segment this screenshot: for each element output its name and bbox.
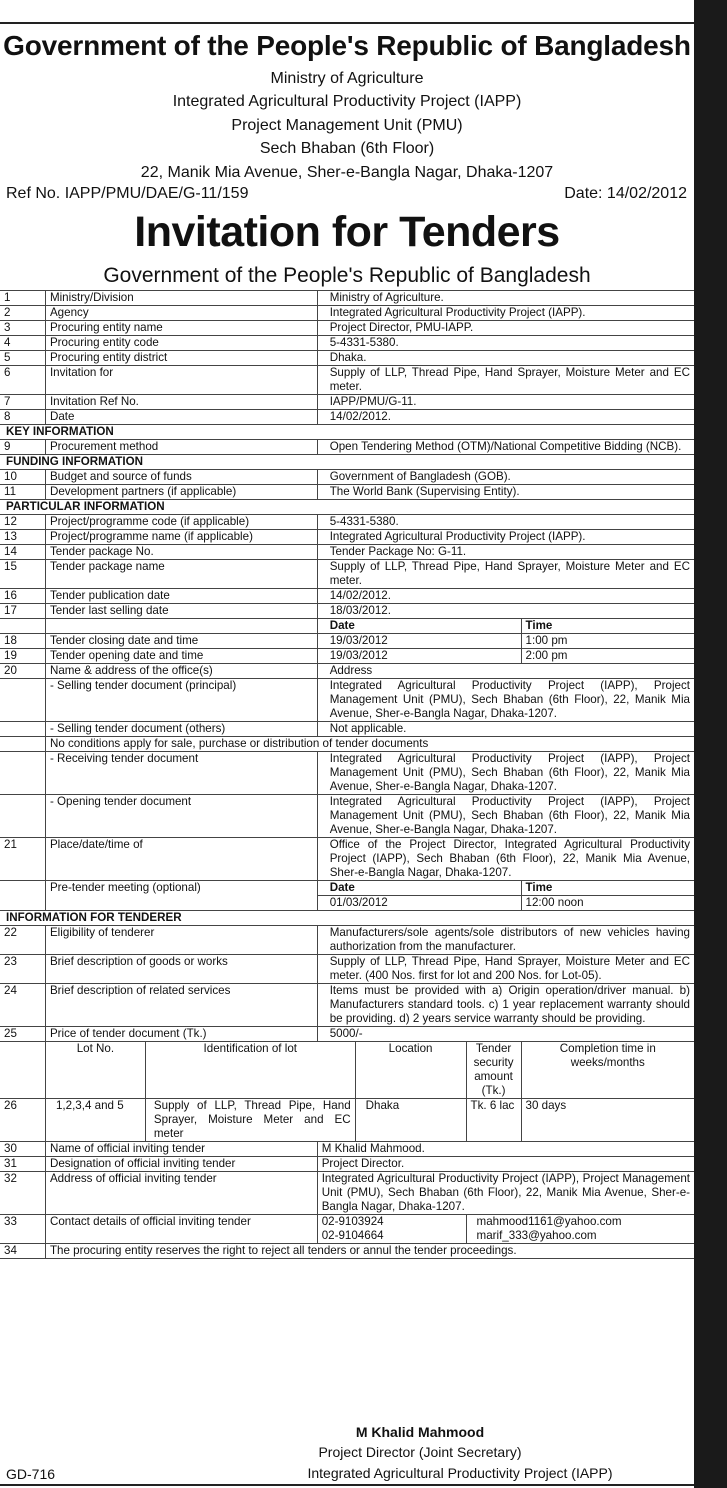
row-number: 25	[0, 1027, 45, 1042]
location-header: Location	[355, 1042, 466, 1099]
row-label: Eligibility of tenderer	[45, 926, 317, 955]
row-value: Integrated Agricultural Productivity Project (IAPP).	[317, 530, 694, 545]
row-value: The World Bank (Supervising Entity).	[317, 485, 694, 500]
row-value: Manufacturers/sole agents/sole distributors of new vehicles having authorization from the manufacturer.	[317, 926, 694, 955]
time-column-header: Time	[521, 881, 694, 896]
table-row	[0, 1142, 694, 1157]
table-row	[0, 679, 694, 722]
row-number: 34	[0, 1244, 45, 1259]
row-label: Procurement method	[45, 440, 317, 455]
table-row	[0, 336, 694, 351]
row-number: 7	[0, 395, 45, 410]
section-heading	[0, 500, 694, 515]
row-number: 15	[0, 560, 45, 589]
row-value: Integrated Agricultural Productivity Project (IAPP), Project Management Unit (PMU), Sech Bhaban (6th Floor), 22, Manik Mia Avenue, Sher-e-Bangla Nagar, Dhaka-1207.	[317, 1172, 694, 1215]
table-row	[0, 515, 694, 530]
table-row	[0, 881, 694, 896]
row-number: 24	[0, 984, 45, 1027]
row-number: 20	[0, 664, 45, 679]
row-number: 17	[0, 604, 45, 619]
row-value: Address	[317, 664, 694, 679]
row-value: Government of Bangladesh (GOB).	[317, 470, 694, 485]
row-label: Name of official inviting tender	[45, 1142, 317, 1157]
lot-number-header: Lot No.	[45, 1042, 145, 1099]
row-number: 11	[0, 485, 45, 500]
table-row	[0, 1157, 694, 1172]
row-label: Contact details of official inviting tender	[45, 1215, 317, 1244]
row-number: 1	[0, 291, 45, 306]
row-number: 23	[0, 955, 45, 984]
row-label: Ministry/Division	[45, 291, 317, 306]
address-line: 22, Manik Mia Avenue, Sher-e-Bangla Nagar, Dhaka-1207	[140, 164, 554, 181]
row-number: 12	[0, 515, 45, 530]
email-address: mahmood1161@yahoo.com	[476, 1215, 622, 1228]
table-row	[0, 926, 694, 955]
table-row	[0, 351, 694, 366]
tender-table	[0, 290, 694, 1259]
row-value: Open Tendering Method (OTM)/National Competitive Bidding (NCB).	[317, 440, 694, 455]
government-heading: Government of the People's Republic of Bangladesh	[3, 30, 691, 61]
table-row	[0, 589, 694, 604]
table-row	[0, 737, 694, 752]
table-row	[0, 545, 694, 560]
lot-completion-time: 30 days	[521, 1099, 694, 1142]
lot-security-amount: Tk. 6 lac	[466, 1099, 521, 1142]
row-label: Tender last selling date	[45, 604, 317, 619]
row-label: Tender package name	[45, 560, 317, 589]
government-subheading: Government of the People's Republic of Bangladesh	[103, 264, 591, 287]
row-number: 33	[0, 1215, 45, 1244]
security-header: Tender security amount (Tk.)	[466, 1042, 521, 1099]
row-label: Date	[45, 410, 317, 425]
opening-date: 19/03/2012	[317, 649, 521, 664]
row-value: Tender Package No: G-11.	[317, 545, 694, 560]
section-heading	[0, 455, 694, 470]
row-number: 8	[0, 410, 45, 425]
row-number: 9	[0, 440, 45, 455]
bottom-rule	[0, 1484, 694, 1486]
row-label: Brief description of related services	[45, 984, 317, 1027]
row-label: - Selling tender document (principal)	[45, 679, 317, 722]
page-title: Invitation for Tenders	[134, 208, 560, 256]
row-label: Invitation for	[45, 366, 317, 395]
table-row	[0, 1027, 694, 1042]
row-value: Supply of LLP, Thread Pipe, Hand Sprayer, Moisture Meter and EC meter. (400 Nos. first for lot and 200 Nos. for Lot-05).	[317, 955, 694, 984]
phone-number: 02-9104664	[321, 1229, 384, 1242]
row-number: 21	[0, 838, 45, 881]
row-value: Items must be provided with a) Origin operation/driver manual. b) Manufacturers standard tools. c) 1 year replacement warranty should be providing. d) 2 years service warranty should be providing.	[317, 984, 694, 1027]
table-row	[0, 722, 694, 737]
table-row	[0, 649, 694, 664]
notice-date: Date: 14/02/2012	[564, 185, 687, 202]
table-row	[0, 838, 694, 881]
date-column-header: Date	[317, 619, 521, 634]
row-value: 5-4331-5380.	[317, 515, 694, 530]
unit-line: Project Management Unit (PMU)	[231, 117, 463, 134]
table-row	[0, 1244, 694, 1259]
closing-time: 1:00 pm	[521, 634, 694, 649]
row-value: M Khalid Mahmood.	[317, 1142, 694, 1157]
lot-location: Dhaka	[355, 1099, 466, 1142]
row-label: Development partners (if applicable)	[45, 485, 317, 500]
row-value: Integrated Agricultural Productivity Project (IAPP), Project Management Unit (PMU), Sech Bhaban (6th Floor), 22, Manik Mia Avenue, Sher-e-Bangla Nagar, Dhaka-1207.	[317, 679, 694, 722]
row-label: Budget and source of funds	[45, 470, 317, 485]
row-value: IAPP/PMU/G-11.	[317, 395, 694, 410]
row-label: - Selling tender document (others)	[45, 722, 317, 737]
signatory-designation: Project Director (Joint Secretary)	[318, 1444, 522, 1460]
lot-row	[0, 1099, 694, 1142]
row-value: Not applicable.	[317, 722, 694, 737]
footer-code: GD-716	[6, 1466, 56, 1482]
table-row	[0, 604, 694, 619]
section-key-information: KEY INFORMATION	[0, 425, 694, 440]
row-label: Pre-tender meeting (optional)	[45, 881, 317, 911]
row-label: Place/date/time of	[45, 838, 317, 881]
email-address: marif_333@yahoo.com	[476, 1229, 597, 1242]
phone-number: 02-9103924	[321, 1215, 384, 1228]
section-heading	[0, 425, 694, 440]
table-row	[0, 1215, 694, 1244]
table-row	[0, 470, 694, 485]
row-number: 14	[0, 545, 45, 560]
row-label: Invitation Ref No.	[45, 395, 317, 410]
row-value: 14/02/2012.	[317, 589, 694, 604]
row-label: Tender closing date and time	[45, 634, 317, 649]
row-label: Tender opening date and time	[45, 649, 317, 664]
row-label: Agency	[45, 306, 317, 321]
row-value: The procuring entity reserves the right to reject all tenders or annul the tender proceedings.	[45, 1244, 694, 1259]
row-value: 18/03/2012.	[317, 604, 694, 619]
row-label: Project/programme name (if applicable)	[45, 530, 317, 545]
table-row	[0, 410, 694, 425]
section-heading	[0, 911, 694, 926]
page-edge-bar	[694, 0, 727, 1488]
row-value: Project Director.	[317, 1157, 694, 1172]
row-number: 13	[0, 530, 45, 545]
table-row	[0, 560, 694, 589]
row-label: - Receiving tender document	[45, 752, 317, 795]
top-rule	[0, 22, 694, 24]
row-label: Tender package No.	[45, 545, 317, 560]
section-particular-information: PARTICULAR INFORMATION	[0, 500, 694, 515]
row-value: Office of the Project Director, Integrated Agricultural Productivity Project (IAPP), Sech Bhaban (6th Floor), 22, Manik Mia Avenue, Sher-e-Bangla Nagar, Dhaka-1207.	[317, 838, 694, 881]
row-value: Integrated Agricultural Productivity Project (IAPP), Project Management Unit (PMU), Sech Bhaban (6th Floor), 22, Manik Mia Avenue, Sher-e-Bangla Nagar, Dhaka-1207.	[317, 752, 694, 795]
ministry-line: Ministry of Agriculture	[270, 70, 424, 87]
row-label: Project/programme code (if applicable)	[45, 515, 317, 530]
lot-header-row	[0, 1042, 694, 1099]
meeting-time: 12:00 noon	[521, 896, 694, 911]
row-number: 19	[0, 649, 45, 664]
building-line: Sech Bhaban (6th Floor)	[259, 140, 435, 157]
row-value: Project Director, PMU-IAPP.	[317, 321, 694, 336]
reference-number: Ref No. IAPP/PMU/DAE/G-11/159	[6, 185, 249, 202]
row-number: 26	[0, 1099, 45, 1142]
date-time-header	[0, 619, 694, 634]
lot-identification-header: Identification of lot	[145, 1042, 355, 1099]
time-column-header: Time	[521, 619, 694, 634]
lot-number: 1,2,3,4 and 5	[45, 1099, 145, 1142]
meeting-date: 01/03/2012	[317, 896, 521, 911]
row-number: 5	[0, 351, 45, 366]
table-row	[0, 440, 694, 455]
table-row	[0, 634, 694, 649]
row-value: Supply of LLP, Thread Pipe, Hand Sprayer, Moisture Meter and EC meter.	[317, 366, 694, 395]
row-label: Designation of official inviting tender	[45, 1157, 317, 1172]
project-line: Integrated Agricultural Productivity Project (IAPP)	[172, 93, 522, 110]
row-number: 10	[0, 470, 45, 485]
table-row	[0, 530, 694, 545]
table-row	[0, 795, 694, 838]
row-value: Integrated Agricultural Productivity Project (IAPP).	[317, 306, 694, 321]
row-note: No conditions apply for sale, purchase or distribution of tender documents	[45, 737, 694, 752]
row-value: Supply of LLP, Thread Pipe, Hand Sprayer, Moisture Meter and EC meter.	[317, 560, 694, 589]
row-value: Dhaka.	[317, 351, 694, 366]
table-row	[0, 395, 694, 410]
row-label: Price of tender document (Tk.)	[45, 1027, 317, 1042]
row-value: 5-4331-5380.	[317, 336, 694, 351]
row-number: 4	[0, 336, 45, 351]
date-column-header: Date	[317, 881, 521, 896]
row-label: Procuring entity district	[45, 351, 317, 366]
table-row	[0, 664, 694, 679]
table-row	[0, 1172, 694, 1215]
signatory-project: Integrated Agricultural Productivity Project (IAPP)	[307, 1465, 613, 1481]
signatory-name: M Khalid Mahmood	[355, 1424, 485, 1440]
table-row	[0, 291, 694, 306]
table-row	[0, 955, 694, 984]
row-number: 31	[0, 1157, 45, 1172]
row-number: 3	[0, 321, 45, 336]
table-row	[0, 306, 694, 321]
row-number: 32	[0, 1172, 45, 1215]
row-value: Ministry of Agriculture.	[317, 291, 694, 306]
row-label: - Opening tender document	[45, 795, 317, 838]
section-funding-information: FUNDING INFORMATION	[0, 455, 694, 470]
table-row	[0, 321, 694, 336]
table-row	[0, 485, 694, 500]
row-value: 14/02/2012.	[317, 410, 694, 425]
table-row	[0, 752, 694, 795]
opening-time: 2:00 pm	[521, 649, 694, 664]
row-number: 18	[0, 634, 45, 649]
row-label: Tender publication date	[45, 589, 317, 604]
row-label: Procuring entity code	[45, 336, 317, 351]
row-number: 16	[0, 589, 45, 604]
row-number: 2	[0, 306, 45, 321]
row-value: Integrated Agricultural Productivity Project (IAPP), Project Management Unit (PMU), Sech Bhaban (6th Floor), 22, Manik Mia Avenue, Sher-e-Bangla Nagar, Dhaka-1207.	[317, 795, 694, 838]
completion-header: Completion time in weeks/months	[521, 1042, 694, 1099]
row-number: 30	[0, 1142, 45, 1157]
table-row	[0, 984, 694, 1027]
row-label: Brief description of goods or works	[45, 955, 317, 984]
table-row	[0, 366, 694, 395]
row-label: Name & address of the office(s)	[45, 664, 317, 679]
row-label: Procuring entity name	[45, 321, 317, 336]
row-value: 5000/-	[317, 1027, 694, 1042]
lot-identification: Supply of LLP, Thread Pipe, Hand Sprayer, Moisture Meter and EC meter	[145, 1099, 355, 1142]
row-label: Address of official inviting tender	[45, 1172, 317, 1215]
row-number: 22	[0, 926, 45, 955]
section-information-for-tenderer: INFORMATION FOR TENDERER	[0, 911, 694, 926]
row-number: 6	[0, 366, 45, 395]
closing-date: 19/03/2012	[317, 634, 521, 649]
